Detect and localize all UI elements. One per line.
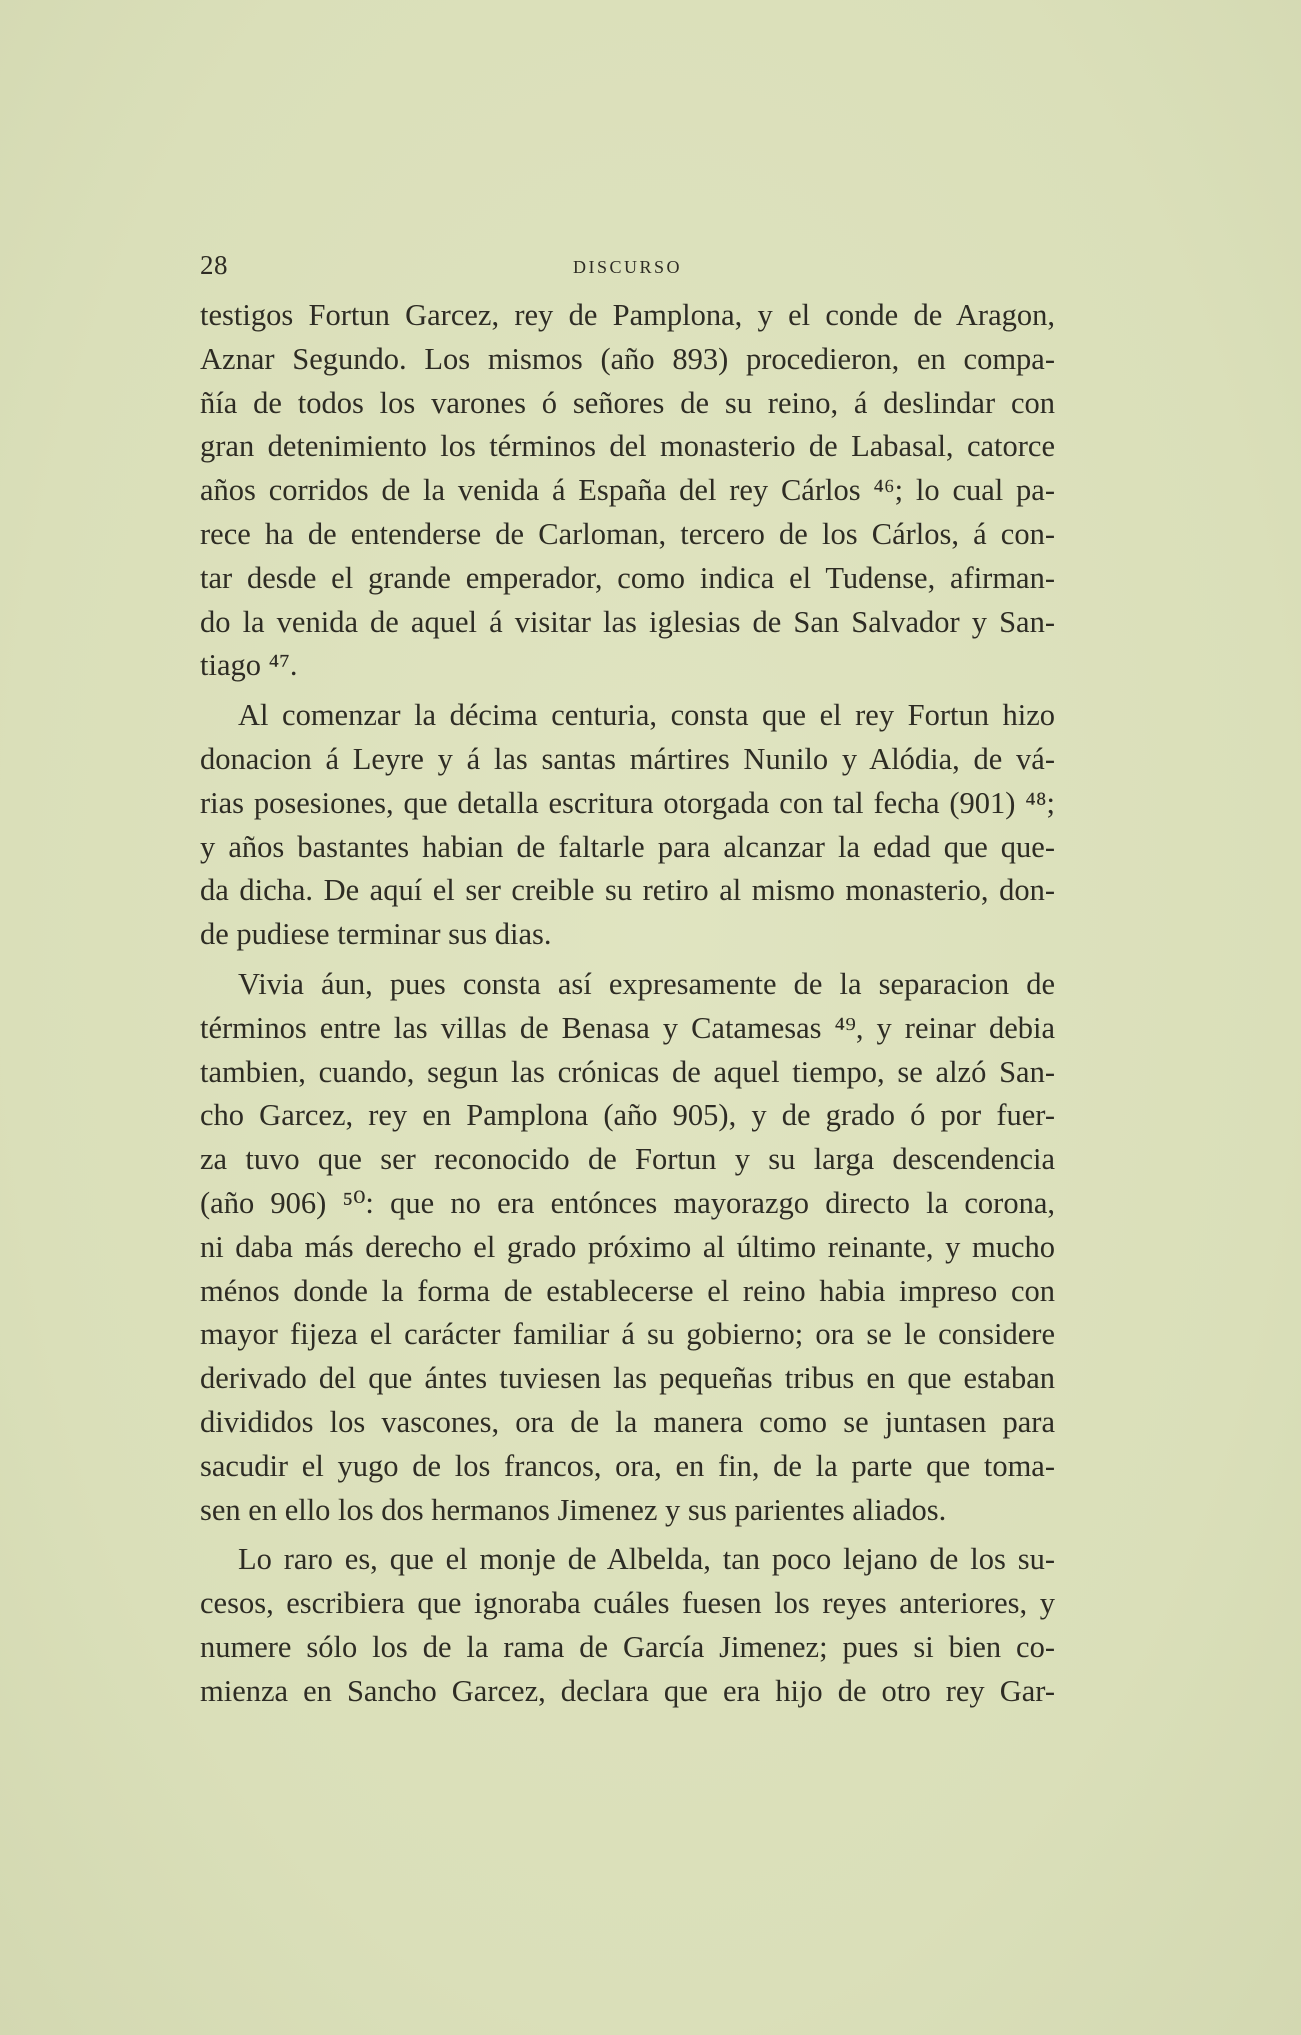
text-line: de pudiese terminar sus dias. — [200, 917, 552, 952]
paragraph-1 — [200, 294, 1055, 688]
text-line: años corridos de la venida á España del rey Cárlos ⁴⁶; lo cual pa- — [200, 473, 1055, 508]
text-line: divididos los vascones, ora de la manera como se juntasen para — [200, 1404, 1055, 1439]
text-line: Vivia áun, pues consta así expresamente de la separacion de — [238, 966, 1055, 1001]
page-number: 28 — [200, 250, 228, 280]
text-line: tambien, cuando, segun las crónicas de aquel tiempo, se alzó San- — [200, 1054, 1055, 1089]
text-line: Lo raro es, que el monje de Albelda, tan poco lejano de los su- — [238, 1542, 1055, 1577]
text-line: ñía de todos los varones ó señores de su reino, á deslindar con — [200, 385, 1055, 420]
text-line: sacudir el yugo de los francos, ora, en fin, de la parte que toma- — [200, 1448, 1055, 1483]
running-title: DISCURSO — [572, 257, 683, 277]
paragraph-4 — [200, 1538, 1055, 1713]
text-line: mayor fijeza el carácter familiar á su gobierno; ora se le considere — [200, 1317, 1055, 1352]
text-line: Aznar Segundo. Los mismos (año 893) procedieron, en compa- — [200, 341, 1055, 376]
paragraph-3 — [200, 963, 1055, 1532]
text-line: da dicha. De aquí el ser creible su retiro al mismo monasterio, don- — [200, 873, 1055, 908]
text-line: Al comenzar la décima centuria, consta que el rey Fortun hizo — [238, 698, 1055, 733]
text-line: tar desde el grande emperador, como indica el Tudense, afirman- — [200, 560, 1055, 595]
text-line: gran detenimiento los términos del monasterio de Labasal, catorce — [200, 429, 1055, 464]
paragraph-2 — [200, 694, 1055, 957]
running-head — [200, 250, 1055, 290]
text-line: (año 906) ⁵⁰: que no era entónces mayorazgo directo la corona, — [200, 1185, 1055, 1220]
text-line: sen en ello los dos hermanos Jimenez y sus parientes aliados. — [200, 1492, 947, 1527]
body-text — [200, 294, 1055, 1714]
text-line: cesos, escribiera que ignoraba cuáles fuesen los reyes anteriores, y — [200, 1586, 1055, 1621]
text-line: ni daba más derecho el grado próximo al último reinante, y mucho — [200, 1229, 1055, 1264]
text-line: y años bastantes habian de faltarle para alcanzar la edad que que- — [200, 829, 1055, 864]
text-line: ménos donde la forma de establecerse el reino habia impreso con — [200, 1273, 1055, 1308]
text-line: términos entre las villas de Benasa y Catamesas ⁴⁹, y reinar debia — [200, 1010, 1055, 1045]
text-line: testigos Fortun Garcez, rey de Pamplona, y el conde de Aragon, — [200, 298, 1055, 332]
text-line: do la venida de aquel á visitar las iglesias de San Salvador y San- — [200, 604, 1055, 639]
text-line: rias posesiones, que detalla escritura otorgada con tal fecha (901) ⁴⁸; — [200, 785, 1055, 820]
text-line: za tuvo que ser reconocido de Fortun y su larga descendencia — [200, 1142, 1055, 1177]
text-line: cho Garcez, rey en Pamplona (año 905), y de grado ó por fuer- — [200, 1098, 1055, 1133]
text-line: donacion á Leyre y á las santas mártires Nunilo y Alódia, de vá- — [200, 741, 1055, 776]
text-line: rece ha de entenderse de Carloman, tercero de los Cárlos, á con- — [200, 516, 1055, 551]
text-line: numere sólo los de la rama de García Jimenez; pues si bien co- — [200, 1629, 1055, 1664]
text-line: derivado del que ántes tuviesen las pequeñas tribus en que estaban — [200, 1361, 1055, 1396]
text-line: tiago ⁴⁷. — [200, 648, 298, 683]
text-line: mienza en Sancho Garcez, declara que era hijo de otro rey Gar- — [200, 1673, 1055, 1708]
